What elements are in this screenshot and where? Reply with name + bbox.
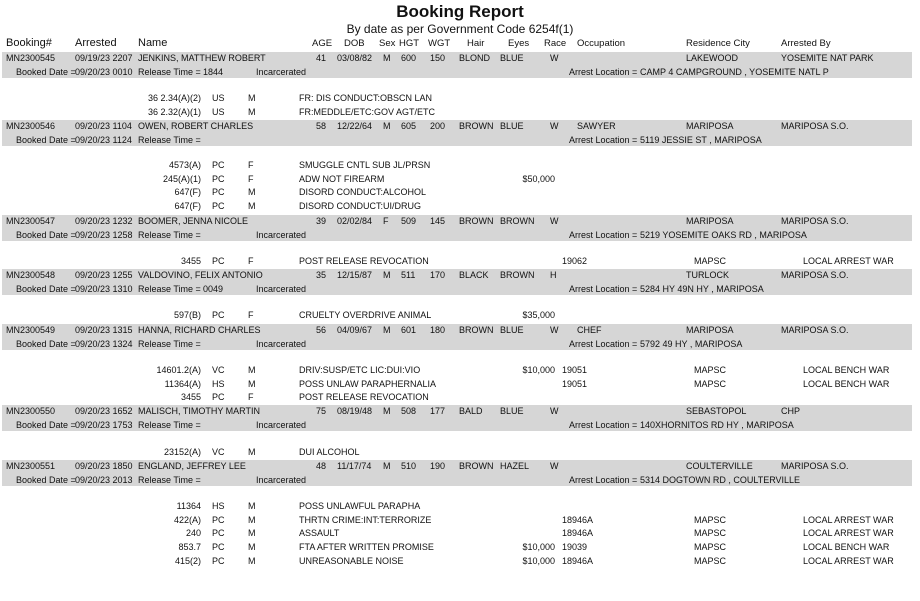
arrestee-name: VALDOVINO, FELIX ANTONIO xyxy=(138,270,263,280)
eyes-value: BLUE xyxy=(500,121,524,131)
dob-value: 11/17/74 xyxy=(337,461,372,471)
charge-level: M xyxy=(248,365,256,375)
booked-date-label: Booked Date = xyxy=(16,284,76,294)
release-time-label: Release Time = xyxy=(138,230,201,240)
arrestee-name: MALISCH, TIMOTHY MARTIN xyxy=(138,406,261,416)
age-value: 41 xyxy=(316,53,327,63)
booked-date-label: Booked Date = xyxy=(16,475,76,485)
charge-code: 853.7 xyxy=(178,542,201,553)
report-title: Booking Report xyxy=(396,2,524,21)
warrant-type: LOCAL BENCH WAR xyxy=(803,365,890,375)
court-code: MAPSC xyxy=(694,378,727,389)
charge-code: 415(2) xyxy=(174,555,201,566)
dob-value: 12/15/87 xyxy=(337,270,373,280)
charge-level: M xyxy=(248,501,256,511)
charge-level: M xyxy=(248,378,256,389)
release-time-label: Release Time = xyxy=(138,420,201,430)
court-code: MAPSC xyxy=(694,365,727,375)
charge-code: 647(F) xyxy=(174,201,201,212)
charge-code: 240 xyxy=(185,528,201,539)
charge-type: VC xyxy=(212,447,225,457)
booked-date-value: 09/20/23 1124 xyxy=(75,135,132,145)
court-code: MAPSC xyxy=(694,542,727,553)
arrested-datetime: 09/20/23 1315 xyxy=(75,325,133,335)
charge-description: DUI ALCOHOL xyxy=(299,447,360,457)
release-time-value: 0049 xyxy=(203,284,224,294)
arrest-location-value: 140XHORNITOS RD HY , MARIPOSA xyxy=(640,420,794,430)
hair-value: BROWN xyxy=(459,461,494,471)
residence-city-value: COULTERVILLE xyxy=(686,461,753,471)
arrested-by-value: MARIPOSA S.O. xyxy=(781,216,849,226)
release-time-label: Release Time = xyxy=(138,284,201,294)
charge-description: FR: DIS CONDUCT:OBSCN LAN xyxy=(299,93,433,103)
booked-date-value: 09/20/23 1753 xyxy=(75,420,133,430)
case-number: 19062 xyxy=(562,256,588,266)
charge-type: PC xyxy=(212,392,225,403)
charge-description: POST RELEASE REVOCATION xyxy=(299,392,429,403)
height-value: 508 xyxy=(401,406,417,416)
charge-type: PC xyxy=(212,187,225,198)
booked-date-value: 09/20/23 0010 xyxy=(75,67,133,77)
custody-status: Incarcerated xyxy=(256,339,307,349)
col-hgt: HGT xyxy=(399,38,420,49)
weight-value: 180 xyxy=(430,325,446,335)
sex-value: M xyxy=(383,461,391,471)
case-number: 18946A xyxy=(562,514,594,525)
arrest-location-value: 5284 HY 49N HY , MARIPOSA xyxy=(640,284,764,294)
charge-description: DISORD CONDUCT:ALCOHOL xyxy=(299,187,427,198)
dob-value: 03/08/82 xyxy=(337,53,373,63)
charge-type: PC xyxy=(212,173,225,184)
charge-description: POST RELEASE REVOCATION xyxy=(299,256,429,266)
eyes-value: BLUE xyxy=(500,325,524,335)
charge-description: POSS UNLAWFUL PARAPHA xyxy=(299,501,421,511)
arrestee-name: ENGLAND, JEFFREY LEE xyxy=(138,461,246,471)
charge-description: POSS UNLAW PARAPHERNALIA xyxy=(299,378,437,389)
col-sex: Sex xyxy=(379,38,396,49)
arrestee-name: OWEN, ROBERT CHARLES xyxy=(138,121,254,131)
age-value: 56 xyxy=(316,325,327,335)
eyes-value: BROWN xyxy=(500,216,535,226)
warrant-type: LOCAL ARREST WAR xyxy=(803,555,894,566)
charge-level: M xyxy=(248,542,256,553)
weight-value: 150 xyxy=(430,53,446,63)
booked-date-label: Booked Date = xyxy=(16,135,76,145)
arrest-location-value: 5219 YOSEMITE OAKS RD , MARIPOSA xyxy=(640,230,807,240)
arrestee-name: BOOMER, JENNA NICOLE xyxy=(138,216,249,226)
custody-status: Incarcerated xyxy=(256,67,307,77)
release-time-label: Release Time = xyxy=(138,475,201,485)
hair-value: BLOND xyxy=(459,53,491,63)
col-wgt: WGT xyxy=(428,38,451,49)
weight-value: 145 xyxy=(430,216,446,226)
booked-date-value: 09/20/23 2013 xyxy=(75,475,133,485)
charge-code: 11364(A) xyxy=(164,378,201,389)
charge-code: 36 2.34(A)(2) xyxy=(147,93,201,103)
charge-code: 23152(A) xyxy=(163,447,201,457)
warrant-type: LOCAL ARREST WAR xyxy=(803,514,894,525)
charge-code: 597(B) xyxy=(173,310,201,320)
charge-level: F xyxy=(248,310,254,320)
sex-value: M xyxy=(383,406,391,416)
sex-value: F xyxy=(383,216,389,226)
dob-value: 12/22/64 xyxy=(337,121,373,131)
bail-amount: $10,000 xyxy=(522,365,555,375)
warrant-type: LOCAL ARREST WAR xyxy=(803,256,894,266)
charge-code: 4573(A) xyxy=(168,160,201,170)
charge-level: F xyxy=(248,392,254,403)
col-dob: DOB xyxy=(344,38,365,49)
warrant-type: LOCAL ARREST WAR xyxy=(803,528,894,539)
bail-amount: $35,000 xyxy=(522,310,555,320)
arrested-by-value: MARIPOSA S.O. xyxy=(781,121,849,131)
charge-level: M xyxy=(248,447,256,457)
arrested-datetime: 09/20/23 1652 xyxy=(75,406,133,416)
booking-number: MN2300548 xyxy=(6,270,56,280)
hair-value: BLACK xyxy=(459,270,489,280)
age-value: 39 xyxy=(316,216,327,226)
release-time-label: Release Time = xyxy=(138,135,201,145)
charge-description: UNREASONABLE NOISE xyxy=(299,555,404,566)
court-code: MAPSC xyxy=(694,555,727,566)
height-value: 509 xyxy=(401,216,417,226)
residence-city-value: LAKEWOOD xyxy=(686,53,739,63)
arrest-location-value: 5119 JESSIE ST , MARIPOSA xyxy=(640,135,762,145)
release-time-value: 1844 xyxy=(203,67,224,77)
race-value: W xyxy=(550,121,559,131)
charge-type: HS xyxy=(212,501,225,511)
sex-value: M xyxy=(383,270,391,280)
charge-type: PC xyxy=(212,256,225,266)
arrested-datetime: 09/20/23 1104 xyxy=(75,121,132,131)
dob-value: 04/09/67 xyxy=(337,325,373,335)
height-value: 510 xyxy=(401,461,417,471)
bail-amount: $10,000 xyxy=(522,542,555,553)
race-value: W xyxy=(550,325,559,335)
charge-description: DRIV:SUSP/ETC LIC:DUI:VIO xyxy=(299,365,421,375)
race-value: W xyxy=(550,461,559,471)
bail-amount: $10,000 xyxy=(522,555,555,566)
booked-date-value: 09/20/23 1258 xyxy=(75,230,133,240)
sex-value: M xyxy=(383,53,391,63)
arrest-location-value: 5792 49 HY , MARIPOSA xyxy=(640,339,743,349)
arrest-location-value: 5314 DOGTOWN RD , COULTERVILLE xyxy=(640,475,801,485)
age-value: 75 xyxy=(316,406,327,416)
charge-description: CRUELTY OVERDRIVE ANIMAL xyxy=(299,310,432,320)
residence-city-value: TURLOCK xyxy=(686,270,730,280)
occupation-value: SAWYER xyxy=(577,121,616,131)
arrested-by-value: YOSEMITE NAT PARK xyxy=(781,53,874,63)
custody-status: Incarcerated xyxy=(256,475,307,485)
booked-date-value: 09/20/23 1324 xyxy=(75,339,133,349)
charge-type: PC xyxy=(212,310,225,320)
eyes-value: BLUE xyxy=(500,53,524,63)
charge-code: 11364 xyxy=(176,501,201,511)
arrestee-name: HANNA, RICHARD CHARLES xyxy=(138,325,261,335)
court-code: MAPSC xyxy=(694,514,727,525)
case-number: 18946A xyxy=(562,555,594,566)
col-hair: Hair xyxy=(467,38,485,49)
charge-level: M xyxy=(248,187,256,198)
hair-value: BROWN xyxy=(459,121,494,131)
booked-date-label: Booked Date = xyxy=(16,339,76,349)
dob-value: 02/02/84 xyxy=(337,216,373,226)
arrested-by-value: MARIPOSA S.O. xyxy=(781,270,849,280)
charge-level: M xyxy=(248,93,256,103)
charge-type: VC xyxy=(212,365,225,375)
charge-level: F xyxy=(248,256,254,266)
age-value: 48 xyxy=(316,461,327,471)
arrested-by-value: MARIPOSA S.O. xyxy=(781,461,849,471)
court-code: MAPSC xyxy=(694,256,727,266)
height-value: 605 xyxy=(401,121,417,131)
custody-status: Incarcerated xyxy=(256,230,307,240)
warrant-type: LOCAL BENCH WAR xyxy=(803,378,890,389)
case-number: 19051 xyxy=(562,378,588,389)
custody-status: Incarcerated xyxy=(256,284,307,294)
sex-value: M xyxy=(383,121,391,131)
arrest-location-label: Arrest Location = xyxy=(569,475,638,485)
charge-description: SMUGGLE CNTL SUB JL/PRSN xyxy=(299,160,431,170)
race-value: W xyxy=(550,216,559,226)
height-value: 601 xyxy=(401,325,417,335)
bail-amount: $50,000 xyxy=(522,173,555,184)
col-name: Name xyxy=(138,37,168,49)
charge-description: ADW NOT FIREARM xyxy=(299,173,385,184)
charge-description: FTA AFTER WRITTEN PROMISE xyxy=(299,542,434,553)
sex-value: M xyxy=(383,325,391,335)
arrest-location-label: Arrest Location = xyxy=(569,420,638,430)
release-time-label: Release Time = xyxy=(138,339,201,349)
weight-value: 177 xyxy=(430,406,446,416)
arrested-by-value: CHP xyxy=(781,406,801,416)
charge-code: 14601.2(A) xyxy=(156,365,201,375)
court-code: MAPSC xyxy=(694,528,727,539)
race-value: H xyxy=(550,270,557,280)
charge-level: M xyxy=(248,528,256,539)
charge-level: F xyxy=(248,173,254,184)
charge-type: PC xyxy=(212,555,225,566)
charge-code: 422(A) xyxy=(173,514,201,525)
residence-city-value: MARIPOSA xyxy=(686,216,734,226)
arrested-datetime: 09/20/23 1255 xyxy=(75,270,133,280)
race-value: W xyxy=(550,406,559,416)
case-number: 19051 xyxy=(562,365,588,375)
charge-level: M xyxy=(248,106,256,117)
height-value: 600 xyxy=(401,53,417,63)
eyes-value: BROWN xyxy=(500,270,535,280)
booked-date-label: Booked Date = xyxy=(16,230,76,240)
age-value: 58 xyxy=(316,121,327,131)
report-subtitle: By date as per Government Code 6254f(1) xyxy=(346,22,574,36)
arrest-location-label: Arrest Location = xyxy=(569,67,638,77)
col-age: AGE xyxy=(312,38,333,49)
arrest-location-label: Arrest Location = xyxy=(569,230,638,240)
col-booking: Booking# xyxy=(6,37,52,49)
charge-description: FR:MEDDLE/ETC:GOV AGT/ETC xyxy=(299,106,436,117)
charge-description: DISORD CONDUCT:UI/DRUG xyxy=(299,201,422,212)
charge-code: 36 2.32(A)(1) xyxy=(147,106,201,117)
col-eyes: Eyes xyxy=(508,38,530,49)
col-residence-city: Residence City xyxy=(686,38,750,49)
arrested-by-value: MARIPOSA S.O. xyxy=(781,325,849,335)
hair-value: BROWN xyxy=(459,216,494,226)
charge-type: US xyxy=(212,93,225,103)
charge-level: M xyxy=(248,514,256,525)
residence-city-value: SEBASTOPOL xyxy=(686,406,747,416)
release-time-label: Release Time = xyxy=(138,67,201,77)
case-number: 19039 xyxy=(562,542,588,553)
charge-type: PC xyxy=(212,542,225,553)
charge-type: PC xyxy=(212,528,225,539)
booking-number: MN2300545 xyxy=(6,53,56,63)
arrestee-name: JENKINS, MATTHEW ROBERT xyxy=(138,53,266,63)
charge-type: PC xyxy=(212,201,225,212)
arrested-datetime: 09/20/23 1850 xyxy=(75,461,133,471)
charge-type: US xyxy=(212,106,225,117)
occupation-value: CHEF xyxy=(577,325,602,335)
col-occupation: Occupation xyxy=(577,38,626,49)
warrant-type: LOCAL BENCH WAR xyxy=(803,542,890,553)
dob-value: 08/19/48 xyxy=(337,406,373,416)
arrest-location-label: Arrest Location = xyxy=(569,339,638,349)
charge-level: F xyxy=(248,160,254,170)
col-arrested: Arrested xyxy=(75,37,117,49)
race-value: W xyxy=(550,53,559,63)
weight-value: 200 xyxy=(430,121,446,131)
arrested-datetime: 09/20/23 1232 xyxy=(75,216,133,226)
booking-number: MN2300549 xyxy=(6,325,56,335)
eyes-value: HAZEL xyxy=(500,461,530,471)
charge-description: ASSAULT xyxy=(299,528,340,539)
booked-date-label: Booked Date = xyxy=(16,67,76,77)
charge-code: 3455 xyxy=(180,256,201,266)
case-number: 18946A xyxy=(562,528,594,539)
arrested-datetime: 09/19/23 2207 xyxy=(75,53,133,63)
arrest-location-label: Arrest Location = xyxy=(569,135,638,145)
charge-level: M xyxy=(248,555,256,566)
booked-date-value: 09/20/23 1310 xyxy=(75,284,133,294)
booking-number: MN2300547 xyxy=(6,216,56,226)
hair-value: BALD xyxy=(459,406,483,416)
arrest-location-value: CAMP 4 CAMPGROUND , YOSEMITE NATL P xyxy=(640,67,829,77)
booking-number: MN2300546 xyxy=(6,121,56,131)
residence-city-value: MARIPOSA xyxy=(686,325,734,335)
charge-description: THRTN CRIME:INT:TERRORIZE xyxy=(299,514,432,525)
booking-number: MN2300550 xyxy=(6,406,56,416)
charge-code: 647(F) xyxy=(174,187,201,198)
eyes-value: BLUE xyxy=(500,406,524,416)
arrest-location-label: Arrest Location = xyxy=(569,284,638,294)
charge-type: HS xyxy=(212,378,225,389)
col-arrested-by: Arrested By xyxy=(781,38,831,49)
charge-level: M xyxy=(248,201,256,212)
charge-type: PC xyxy=(212,160,225,170)
weight-value: 170 xyxy=(430,270,446,280)
charge-type: PC xyxy=(212,514,225,525)
hair-value: BROWN xyxy=(459,325,494,335)
charge-code: 3455 xyxy=(180,392,201,403)
weight-value: 190 xyxy=(430,461,446,471)
age-value: 35 xyxy=(316,270,327,280)
height-value: 511 xyxy=(401,270,416,280)
custody-status: Incarcerated xyxy=(256,420,307,430)
booked-date-label: Booked Date = xyxy=(16,420,76,430)
booking-number: MN2300551 xyxy=(6,461,56,471)
charge-code: 245(A)(1) xyxy=(162,173,201,184)
col-race: Race xyxy=(544,38,567,49)
residence-city-value: MARIPOSA xyxy=(686,121,734,131)
